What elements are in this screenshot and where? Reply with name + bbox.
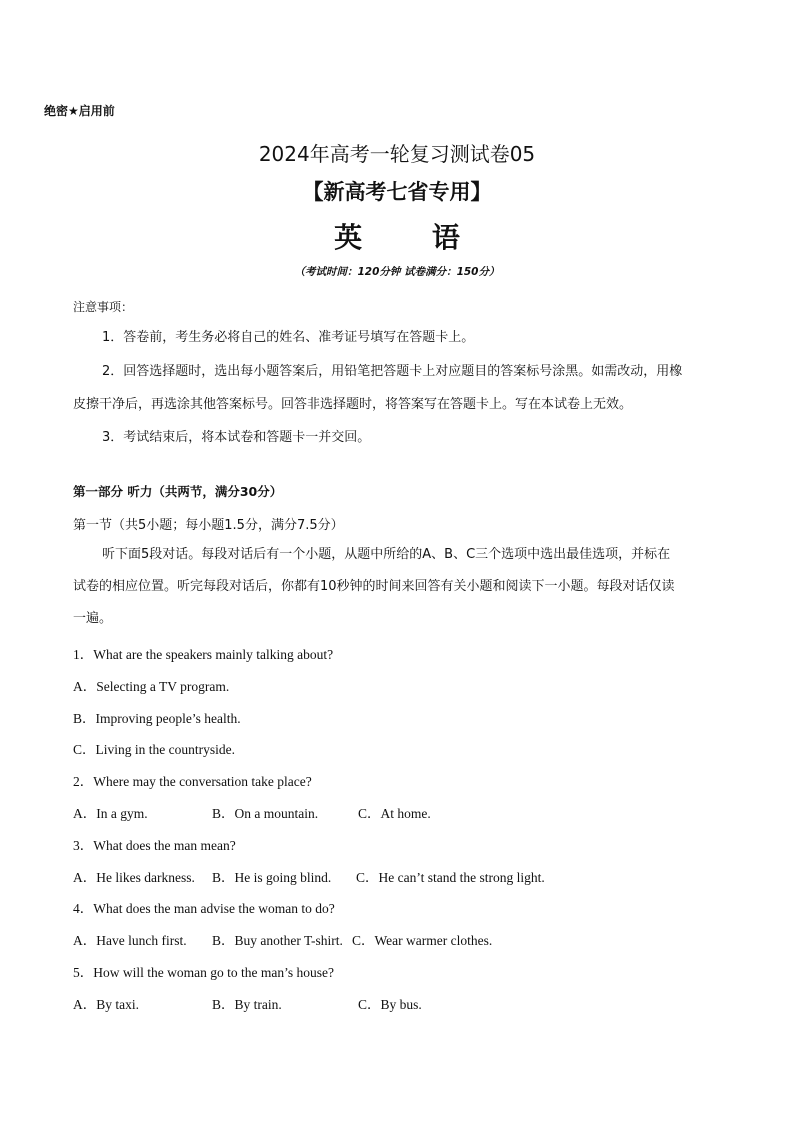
question-5-option-b: B．By train. [212, 997, 282, 1012]
question-2-stem: 2．Where may the conversation take place? [73, 774, 312, 789]
question-4-option-a: A．Have lunch first. [73, 933, 187, 948]
question-1-option-c: C．Living in the countryside. [73, 742, 235, 757]
part-1-title: 第一部分 听力（共两节，满分30分） [73, 484, 283, 499]
question-2-option-a: A．In a gym. [73, 806, 148, 821]
notice-item-1: 1．答卷前，考生务必将自己的姓名、准考证号填写在答题卡上。 [102, 330, 475, 345]
instructions-line-2: 试卷的相应位置。听完每段对话后，你都有10秒钟的时间来回答有关小题和阅读下一小题。每段对话仅读 [73, 579, 675, 594]
confidential-label: 绝密★启用前 [44, 104, 115, 118]
question-5-option-a: A．By taxi. [73, 997, 139, 1012]
question-3-stem: 3．What does the man mean? [73, 838, 236, 853]
instructions-line-3: 一遍。 [73, 611, 113, 626]
section-1-title: 第一节（共5小题；每小题1.5分，满分7.5分） [73, 518, 344, 533]
subject-title: 英 语 [334, 221, 490, 254]
question-3-option-b: B．He is going blind. [212, 870, 332, 885]
notice-item-3: 3．考试结束后，将本试卷和答题卡一并交回。 [102, 430, 371, 445]
question-1-option-b: B．Improving people’s health. [73, 711, 241, 726]
exam-title: 2024年高考一轮复习测试卷05 [258, 142, 536, 166]
notice-title: 注意事项： [73, 300, 134, 314]
question-1-stem: 1．What are the speakers mainly talking about? [73, 647, 334, 662]
question-3-option-a: A．He likes darkness. [73, 870, 195, 885]
notice-item-2-line-2: 皮擦干净后，再选涂其他答案标号。回答非选择题时，将答案写在答题卡上。写在本试卷上无效。 [73, 397, 633, 412]
question-3-option-c: C．He can’t stand the strong light. [356, 870, 545, 885]
question-4-option-b: B．Buy another T-shirt. [212, 933, 343, 948]
question-1-option-a: A．Selecting a TV program. [73, 679, 230, 694]
question-2-option-b: B．On a mountain. [212, 806, 319, 821]
question-5-stem: 5．How will the woman go to the man’s house? [73, 965, 334, 980]
question-2-option-c: C．At home. [358, 806, 431, 821]
exam-subtitle: 【新高考七省专用】 [302, 180, 492, 204]
question-5-option-c: C．By bus. [358, 997, 422, 1012]
notice-item-2-line-1: 2．回答选择题时，选出每小题答案后，用铅笔把答题卡上对应题目的答案标号涂黑。如需改动，用橡 [102, 364, 683, 379]
exam-info: （考试时间：120分钟 试卷满分：150分） [294, 266, 500, 278]
question-4-stem: 4．What does the man advise the woman to do? [73, 901, 335, 916]
instructions-line-1: 听下面5段对话。每段对话后有一个小题，从题中所给的A、B、C三个选项中选出最佳选项，并标在 [102, 547, 671, 562]
question-4-option-c: C．Wear warmer clothes. [352, 933, 493, 948]
